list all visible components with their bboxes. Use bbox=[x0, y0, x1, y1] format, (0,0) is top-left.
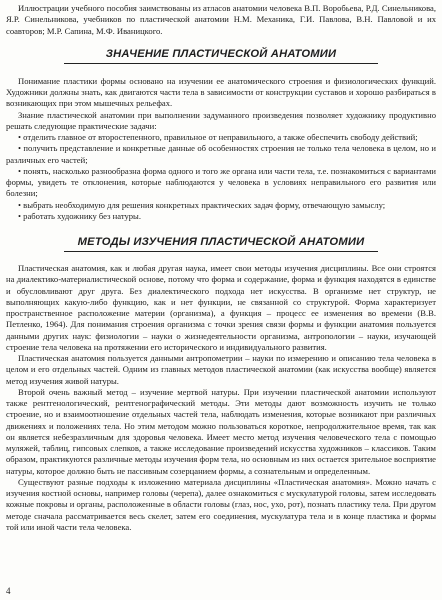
paragraph: Знание пластической анатомии при выполнении задуманного произведения позволяет художнику продуктивно решать следующие практические задачи: bbox=[6, 109, 436, 131]
bullet-item: • работать художнику без натуры. bbox=[18, 210, 141, 221]
bullet-item: • отделить главное от второстепенного, правильное от неправильного, а также обеспечить свободу действий; bbox=[18, 132, 418, 142]
paragraph: Пластическая анатомия, как и любая другая наука, имеет свои методы изучения дисциплины. Все они строятся на диалектико-материалистической основе, потому что форма и содержание, форма и функция находятся в единстве и обусловливают друг друга. Без диалектического подхода нет искусства. В организме нет структур, не выполняющих какую-либо функцию, как и нет функции, не связанной со структурой. Форма характеризует пространственное расположение материи (организма), а функция – процесс ее изменения во времени (В.В. Петленко, 1964). Для понимания строения организма с точки зрения связи формы и функции анатомия пользуется данными других наук: физиологии – науки о жизнедеятельности организма, антропологии – науки, изучающей строение тела человека на протяжении его исторического и индивидуального развития. bbox=[6, 263, 436, 352]
bullet-item: • получить представление и конкретные данные об особенностях строения не только тела человека в целом, но и различных его частей; bbox=[6, 143, 436, 165]
paragraph: Понимание пластики формы основано на изучении ее анатомического строения и физиологических функций. Художники должны знать, как двигаются части тела в зависимости от конструкции суставов и хорошо разбираться в возникающих при этом мышечных рельефах. bbox=[6, 75, 436, 109]
section-heading-methods: МЕТОДЫ ИЗУЧЕНИЯ ПЛАСТИЧЕСКОЙ АНАТОМИИ bbox=[64, 236, 378, 252]
paragraph: Пластическая анатомия пользуется данными антропометрии – науки по измерению и описанию тела человека в целом и его отдельных частей. Одним из главных методов пластической анатомии (как искусства вообще) является метод изучения живой натуры. bbox=[6, 353, 436, 386]
paragraph: Существуют разные подходы к изложению материала дисциплины «Пластическая анатомия». Можно начать с изучения костной основы, например головы (черепа), далее ознакомиться с мускулатурой головы, затем исследовать кожные покровы и органы, расположенные в области головы (глаз, нос, ухо, рот), познать пластику тела. При другом методе сначала рассматривается весь скелет, затем его соединения, мускулатура тела и в конце пластика и формы той или иной части тела человека. bbox=[6, 476, 436, 532]
section-significance-body bbox=[6, 76, 436, 222]
section-heading-significance: ЗНАЧЕНИЕ ПЛАСТИЧЕСКОЙ АНАТОМИИ bbox=[64, 48, 378, 64]
page-number: 4 bbox=[6, 586, 11, 596]
bullet-item: • выбрать необходимую для решения конкретных практических задач форму, отвечающую замыслу; bbox=[18, 199, 386, 210]
paragraph: Второй очень важный метод – изучение мертвой натуры. При изучении пластической анатомии используют также рентгенологический, рентгенографический методы. Эти методы дают возможность изучить не только строение, но и взаимоотношение отдельных частей тела, наблюдать изменения, которые возникают при различных движениях и положениях тела. Но этим методом можно пользоваться короткое, непродолжительное время, так как он является небезразличным для здоровья человека. Имеет место метод изучения человеческого тела с помощью муляжей, таблиц, гипсовых слепков, а также исследование произведений искусства художников – классиков. Таким образом, практикуются различные методы изучения форм тела, но основным из них остается зрительное восприятие натуры, которое должно быть не пассивным созерцанием формы, а сознательным и определенным. bbox=[6, 386, 436, 476]
intro-note: Иллюстрации учебного пособия заимствованы из атласов анатомии человека В.П. Воробьева, Р.Д. Синельникова, Я.Р. Синельникова, учебников по пластической анатомии Н.М. Механика, Г.И. Павлова, В.Н. Павловой и их соавторов; М.Р. Сапина, М.Ф. Иваницкого. bbox=[6, 3, 436, 36]
section-methods-body bbox=[6, 263, 436, 533]
bullet-item: • понять, насколько разнообразна форма одного и того же органа или части тела, т.е. познакомиться с вариантами формы, увидеть те отклонения, которые наблюдаются у человека в условиях неправильного его развития или болезни; bbox=[6, 165, 436, 199]
